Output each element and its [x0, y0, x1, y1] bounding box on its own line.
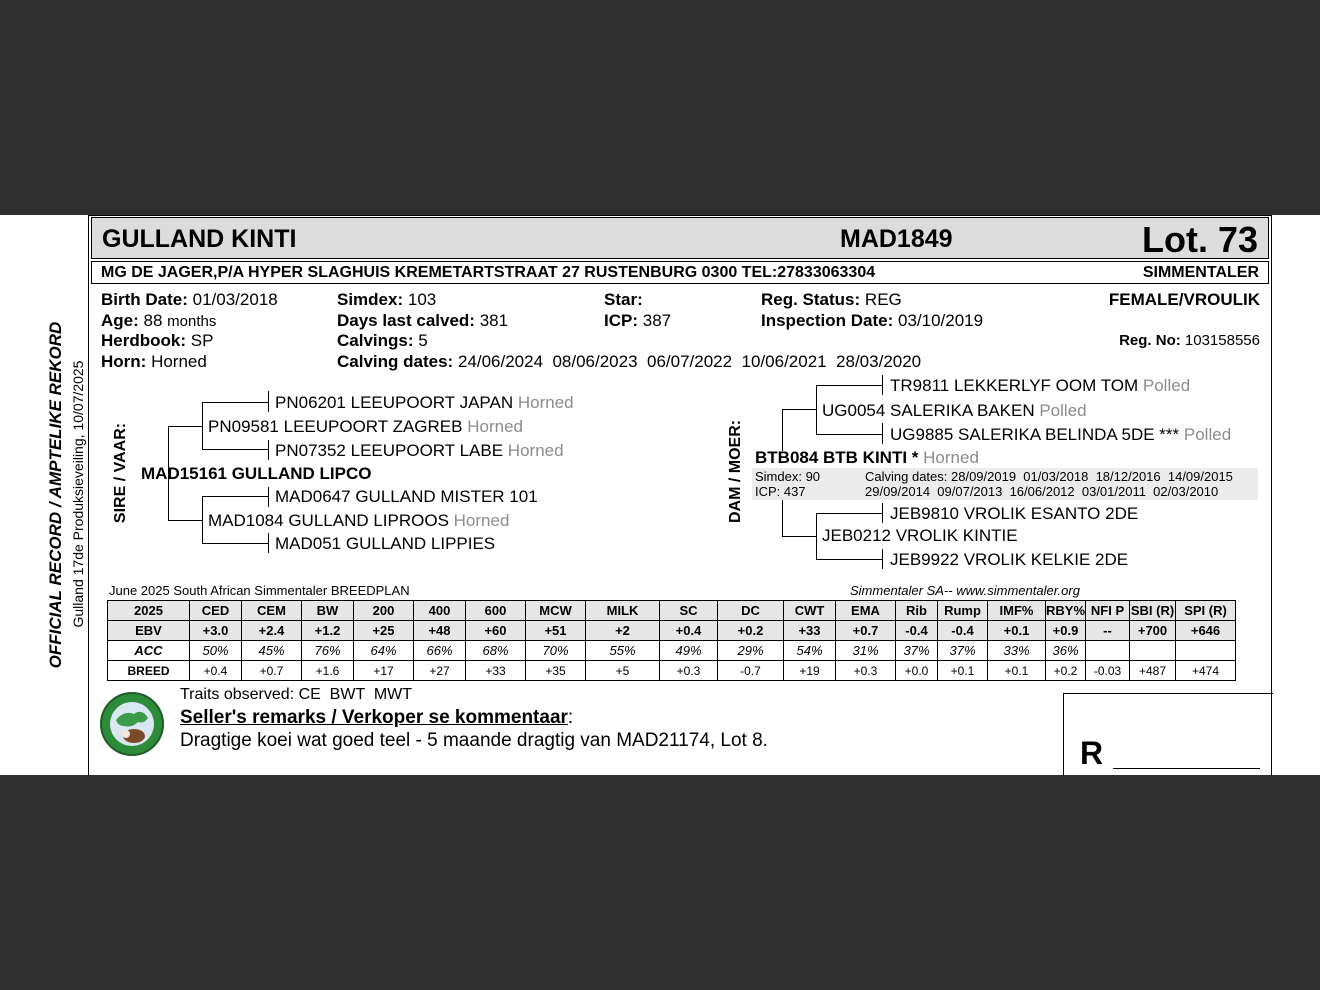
ebv-cell: +487 — [1130, 661, 1176, 681]
reg-status: Reg. Status: REG — [761, 290, 902, 309]
ebv-breed-avg-row — [108, 661, 1236, 681]
sire-dam-dam: MAD051 GULLAND LIPPIES — [275, 534, 496, 553]
ebv-cell: EBV — [108, 621, 190, 641]
ebv-cell: +27 — [414, 661, 466, 681]
ebv-cell: 29% — [718, 641, 784, 661]
ebv-cell: +646 — [1176, 621, 1236, 641]
ebv-cell: 37% — [896, 641, 938, 661]
ebv-cell: +51 — [526, 621, 586, 641]
ebv-cell: 50% — [190, 641, 242, 661]
ebv-cell: -0.7 — [718, 661, 784, 681]
sire-sire: PN09581 LEEUPOORT ZAGREB Horned — [208, 417, 523, 436]
ebv-cell: 36% — [1046, 641, 1086, 661]
sire-sire-dam: PN07352 LEEUPOORT LABE Horned — [275, 441, 564, 460]
dam-dam: JEB0212 VROLIK KINTIE — [822, 526, 1018, 545]
inspection-date: Inspection Date: 03/10/2019 — [761, 311, 984, 330]
sire-dam: MAD1084 GULLAND LIPROOS Horned — [208, 511, 510, 530]
ebv-cell: 68% — [466, 641, 526, 661]
ebv-cell: +25 — [354, 621, 414, 641]
lot-card — [0, 215, 1320, 775]
dam-name: BTB084 BTB KINTI * Horned — [755, 448, 979, 467]
sire-name: MAD15161 GULLAND LIPCO — [141, 464, 372, 483]
ebv-cell: Rump — [938, 601, 988, 621]
ebv-cell: +60 — [466, 621, 526, 641]
ebv-cell — [1086, 641, 1130, 661]
dam-sire: UG0054 SALERIKA BAKEN Polled — [822, 401, 1087, 420]
ebv-cell: +0.0 — [896, 661, 938, 681]
ebv-cell: -0.03 — [1086, 661, 1130, 681]
ebv-cell: -0.4 — [938, 621, 988, 641]
ebv-values-row — [108, 621, 1236, 641]
ebv-cell: Rib — [896, 601, 938, 621]
ebv-cell: -0.4 — [896, 621, 938, 641]
traits-observed: Traits observed: CE BWT MWT — [180, 686, 413, 703]
ebv-cell: 54% — [784, 641, 836, 661]
ebv-table — [107, 600, 1236, 681]
ebv-cell: +0.3 — [836, 661, 896, 681]
ebv-cell: 33% — [988, 641, 1046, 661]
horn-status: Horn: Horned — [101, 352, 207, 371]
ebv-cell: +33 — [466, 661, 526, 681]
ebv-cell: SBI (R) — [1130, 601, 1176, 621]
sale-subtitle: Gulland 17de Produksieveiling, 10/07/2025 — [70, 360, 86, 628]
breedplan-site: Simmentaler SA-- www.simmentaler.org — [850, 583, 1080, 598]
ebv-cell: MILK — [586, 601, 660, 621]
ebv-accuracy-row — [108, 641, 1236, 661]
ebv-cell: +0.1 — [938, 661, 988, 681]
ebv-cell: +0.3 — [660, 661, 718, 681]
remarks-heading: Seller's remarks / Verkoper se kommentaar: — [180, 707, 574, 728]
ebv-cell: 45% — [242, 641, 302, 661]
dam-simdex: Simdex: 90 — [755, 469, 821, 484]
ebv-cell: 55% — [586, 641, 660, 661]
ebv-cell: NFI P — [1086, 601, 1130, 621]
calving-dates: Calving dates: 24/06/2024 08/06/2023 06/07/2022 10/06/2021 28/03/2020 — [337, 352, 922, 371]
ebv-cell: BW — [302, 601, 354, 621]
ebv-cell: +2.4 — [242, 621, 302, 641]
icp: ICP: 387 — [604, 311, 672, 330]
ebv-cell: 31% — [836, 641, 896, 661]
ebv-cell: 37% — [938, 641, 988, 661]
sire-dam-sire: MAD0647 GULLAND MISTER 101 — [275, 487, 538, 506]
sex: FEMALE/VROULIK — [1108, 290, 1260, 309]
dam-pedigree — [0, 215, 1320, 575]
birth-date: Birth Date: 01/03/2018 — [101, 290, 278, 309]
ebv-cell: EMA — [836, 601, 896, 621]
ebv-cell: 66% — [414, 641, 466, 661]
ebv-cell: 2025 — [108, 601, 190, 621]
ebv-cell: 600 — [466, 601, 526, 621]
ebv-cell: +1.2 — [302, 621, 354, 641]
ebv-cell: +0.1 — [988, 661, 1046, 681]
age: Age: 88 months — [101, 311, 217, 330]
animal-name: GULLAND KINTI — [102, 225, 297, 253]
ebv-cell: -- — [1086, 621, 1130, 641]
ebv-cell: CEM — [242, 601, 302, 621]
ebv-cell: +0.1 — [988, 621, 1046, 641]
ebv-cell: +0.2 — [718, 621, 784, 641]
price-line — [1113, 768, 1260, 769]
breedplan-title: June 2025 South African Simmentaler BREEDPLAN — [109, 583, 410, 598]
ebv-cell: +700 — [1130, 621, 1176, 641]
ebv-cell: ACC — [108, 641, 190, 661]
ebv-cell: MCW — [526, 601, 586, 621]
ebv-cell: +474 — [1176, 661, 1236, 681]
sire-label: SIRE / VAAR: — [112, 422, 129, 524]
ebv-cell: 49% — [660, 641, 718, 661]
ebv-cell: +0.4 — [190, 661, 242, 681]
official-record-label: OFFICIAL RECORD / AMPTELIKE REKORD — [46, 321, 65, 669]
owner-address: MG DE JAGER,P/A HYPER SLAGHUIS KREMETARTSTRAAT 27 RUSTENBURG 0300 TEL:27833063304 — [101, 264, 876, 281]
ebv-cell: +2 — [586, 621, 660, 641]
ebv-cell — [1176, 641, 1236, 661]
globe-cow-icon — [102, 694, 162, 754]
ebv-cell: +0.9 — [1046, 621, 1086, 641]
ebv-cell: +35 — [526, 661, 586, 681]
ebv-cell: SPI (R) — [1176, 601, 1236, 621]
star: Star: — [604, 290, 643, 309]
ebv-cell: IMF% — [988, 601, 1046, 621]
dam-sire-sire: TR9811 LEKKERLYF OOM TOM Polled — [890, 376, 1191, 395]
ebv-cell: DC — [718, 601, 784, 621]
ebv-cell: CED — [190, 601, 242, 621]
ebv-cell: BREED — [108, 661, 190, 681]
ebv-cell: +1.6 — [302, 661, 354, 681]
ebv-cell: 70% — [526, 641, 586, 661]
ebv-cell: +0.4 — [660, 621, 718, 641]
ebv-cell: +33 — [784, 621, 836, 641]
r-label: R — [1080, 735, 1104, 771]
lot-number: Lot. 73 — [1141, 219, 1258, 260]
ebv-cell: +3.0 — [190, 621, 242, 641]
animal-code: MAD1849 — [840, 225, 953, 253]
ebv-cell: +5 — [586, 661, 660, 681]
herdbook: Herdbook: SP — [101, 331, 214, 350]
dam-icp: ICP: 437 — [755, 484, 806, 499]
dam-stats-box — [752, 468, 1258, 500]
reg-no: Reg. No: 103158556 — [1119, 332, 1260, 349]
ebv-cell: 76% — [302, 641, 354, 661]
ebv-header-row — [108, 601, 1236, 621]
dam-calving-dates-2: 29/09/2014 09/07/2013 16/06/2012 03/01/2011 02/03/2010 — [865, 484, 1219, 499]
remarks-text: Dragtige koei wat goed teel - 5 maande dragtig van MAD21174, Lot 8. — [180, 730, 768, 751]
dam-label: DAM / MOER: — [727, 419, 744, 523]
ebv-cell — [1130, 641, 1176, 661]
ebv-cell: +48 — [414, 621, 466, 641]
ebv-cell: +0.7 — [836, 621, 896, 641]
ebv-cell: CWT — [784, 601, 836, 621]
ebv-cell: +19 — [784, 661, 836, 681]
breed-name: SIMMENTALER — [1142, 264, 1259, 281]
dam-sire-dam: UG9885 SALERIKA BELINDA 5DE *** Polled — [890, 425, 1232, 444]
ebv-cell: +0.2 — [1046, 661, 1086, 681]
ebv-cell: 400 — [414, 601, 466, 621]
simdex: Simdex: 103 — [337, 290, 437, 309]
sire-sire-sire: PN06201 LEEUPOORT JAPAN Horned — [275, 393, 574, 412]
dam-dam-sire: JEB9810 VROLIK ESANTO 2DE — [890, 504, 1139, 523]
dam-dam-dam: JEB9922 VROLIK KELKIE 2DE — [890, 550, 1129, 569]
calvings: Calvings: 5 — [337, 331, 428, 350]
ebv-cell: 64% — [354, 641, 414, 661]
ebv-cell: RBY% — [1046, 601, 1086, 621]
days-last-calved: Days last calved: 381 — [337, 311, 509, 330]
ebv-cell: +17 — [354, 661, 414, 681]
ebv-cell: SC — [660, 601, 718, 621]
ebv-cell: 200 — [354, 601, 414, 621]
dam-calving-dates-1: Calving dates: 28/09/2019 01/03/2018 18/12/2016 14/09/2015 — [865, 469, 1233, 484]
simmentaler-logo — [100, 692, 164, 756]
ebv-cell: +0.7 — [242, 661, 302, 681]
